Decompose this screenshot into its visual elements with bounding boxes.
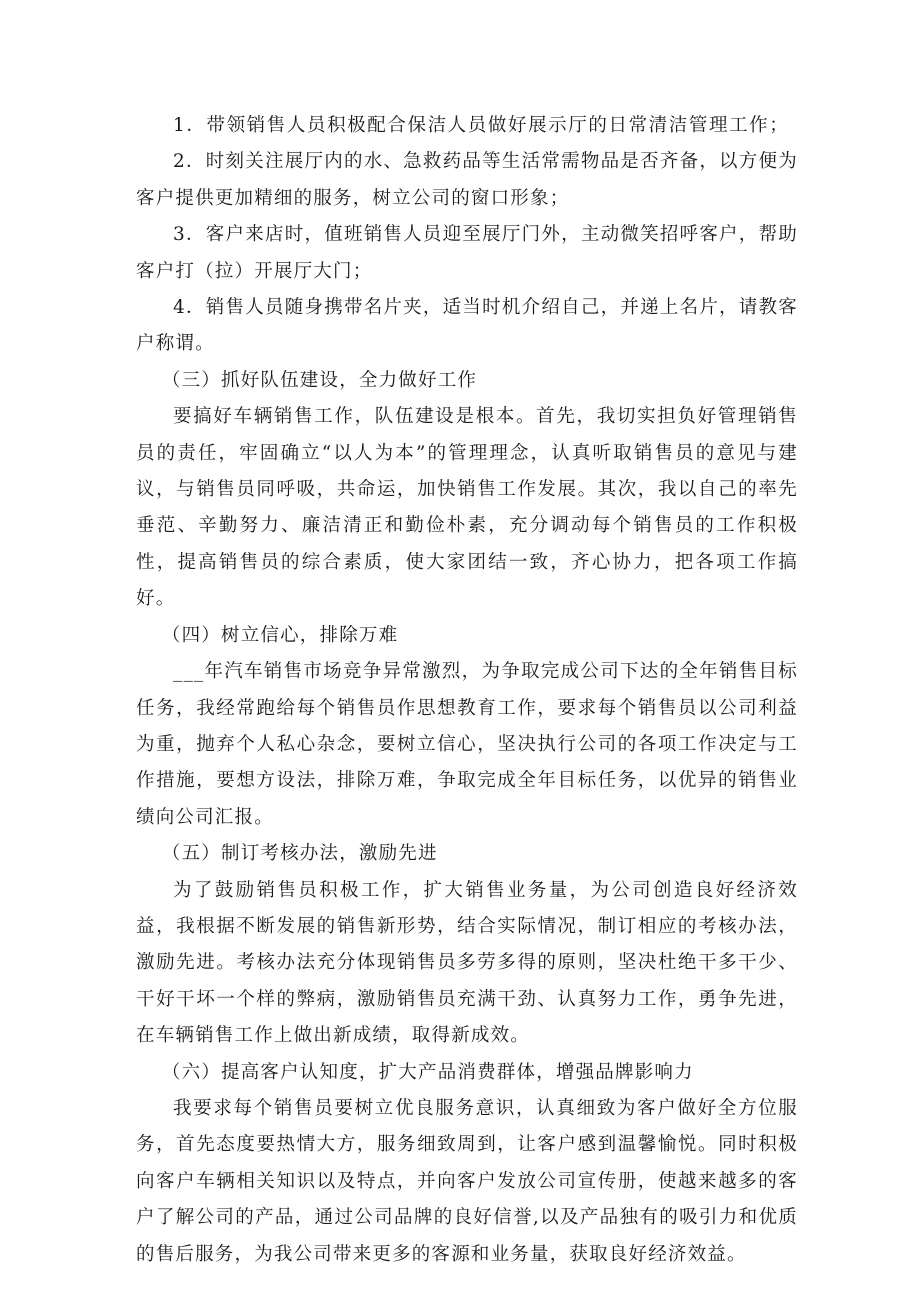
list-item-3: 3．客户来店时，值班销售人员迎至展厅门外，主动微笑招呼客户，帮助客户打（拉）开展厅大门； [136, 224, 798, 282]
section-body-6: 我要求每个销售员要树立优良服务意识，认真细致为客户做好全方位服务，首先态度要热情大方，服务细致周到，让客户感到温馨愉悦。同时积极向客户车辆相关知识以及特点，并向客户发放公司宣传册，使越来越多的客户了解公司的产品，通过公司品牌的良好信誉,以及产品独有的吸引力和优质的售后服务，为我公司带来更多的客源和业务量，获取良好经济效益。 [136, 1097, 798, 1265]
section-body-3: 要搞好车辆销售工作，队伍建设是根本。首先，我切实担负好管理销售员的责任，牢固确立“以人为本”的管理理念，认真听取销售员的意见与建议，与销售员同呼吸，共命运，加快销售工作发展。其次，我以自己的率先垂范、辛勤努力、廉洁清正和勤俭朴素，充分调动每个销售员的工作积极性，提高销售员的综合素质，使大家团结一致，齐心协力，把各项工作搞好。 [136, 406, 798, 610]
list-item-2: 2．时刻关注展厅内的水、急救药品等生活常需物品是否齐备，以方便为客户提供更加精细的服务，树立公司的窗口形象； [136, 151, 798, 209]
section-heading-5: （五）制订考核办法，激励先进 [161, 843, 438, 865]
list-item-4: 4．销售人员随身携带名片夹，适当时机介绍自己，并递上名片，请教客户称谓。 [136, 297, 798, 355]
section-heading-3: （三）抓好队伍建设，全力做好工作 [161, 369, 478, 391]
section-heading-4: （四）树立信心，排除万难 [161, 624, 399, 646]
section-body-5: 为了鼓励销售员积极工作，扩大销售业务量，为公司创造良好经济效益，我根据不断发展的销售新形势，结合实际情况，制订相应的考核办法，激励先进。考核办法充分体现销售员多劳多得的原则，坚决杜绝干多干少、干好干坏一个样的弊病，激励销售员充满干劲、认真努力工作，勇争先进，在车辆销售工作上做出新成绩，取得新成效。 [136, 879, 798, 1047]
section-body-4: ___年汽车销售市场竞争异常激烈，为争取完成公司下达的全年销售目标任务，我经常跑给每个销售员作思想教育工作，要求每个销售员以公司利益为重，抛弃个人私心杂念，要树立信心，坚决执行公司的各项工作决定与工作措施，要想方设法，排除万难，争取完成全年目标任务，以优异的销售业绩向公司汇报。 [136, 661, 798, 828]
list-item-1: 1．带领销售人员积极配合保洁人员做好展示厅的日常清洁管理工作； [173, 115, 790, 136]
section-heading-6: （六）提高客户认知度，扩大产品消费群体，增强品牌影响力 [161, 1061, 694, 1083]
document-page [136, 108, 798, 1273]
